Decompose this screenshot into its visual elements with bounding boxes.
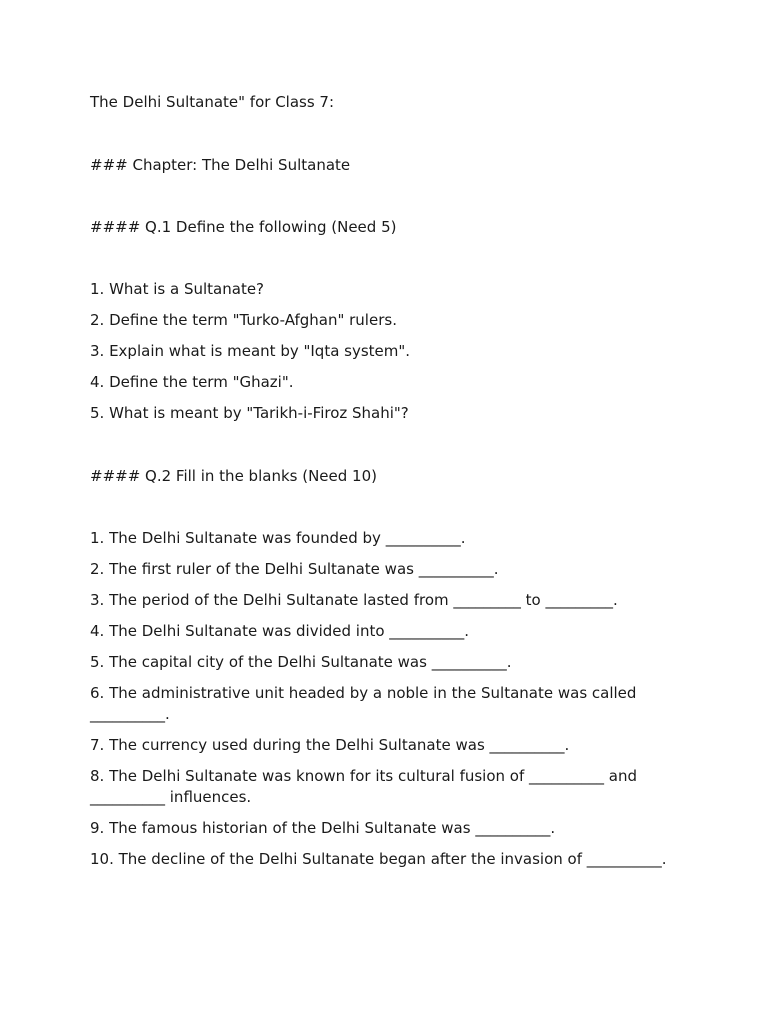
q2-item: 6. The administrative unit headed by a noble in the Sultanate was called __________. <box>90 684 637 723</box>
q2-item: 4. The Delhi Sultanate was divided into __________. <box>90 622 470 640</box>
q2-item: 3. The period of the Delhi Sultanate lasted from _________ to _________. <box>90 591 618 609</box>
chapter-heading: ### Chapter: The Delhi Sultanate <box>90 156 351 174</box>
q2-item: 8. The Delhi Sultanate was known for its cultural fusion of __________ and __________ influences. <box>90 767 638 806</box>
q2-item: 2. The first ruler of the Delhi Sultanate was __________. <box>90 560 499 578</box>
q1-item: 4. Define the term "Ghazi". <box>90 373 294 391</box>
q1-item: 1. What is a Sultanate? <box>90 280 265 298</box>
document-title: The Delhi Sultanate" for Class 7: <box>90 93 335 111</box>
q2-item: 5. The capital city of the Delhi Sultanate was __________. <box>90 653 512 671</box>
q1-item: 3. Explain what is meant by "Iqta system". <box>90 342 411 360</box>
q2-list <box>90 528 690 870</box>
q1-item: 2. Define the term "Turko-Afghan" rulers. <box>90 311 397 329</box>
document-page <box>90 92 690 880</box>
q2-item: 10. The decline of the Delhi Sultanate began after the invasion of __________. <box>90 850 667 868</box>
q1-heading: #### Q.1 Define the following (Need 5) <box>90 218 397 236</box>
q2-heading: #### Q.2 Fill in the blanks (Need 10) <box>90 467 377 485</box>
q1-item: 5. What is meant by "Tarikh-i-Firoz Shahi"? <box>90 404 409 422</box>
q2-item: 1. The Delhi Sultanate was founded by __________. <box>90 529 466 547</box>
q1-list <box>90 279 690 424</box>
q2-item: 9. The famous historian of the Delhi Sultanate was __________. <box>90 819 556 837</box>
q2-item: 7. The currency used during the Delhi Sultanate was __________. <box>90 736 570 754</box>
